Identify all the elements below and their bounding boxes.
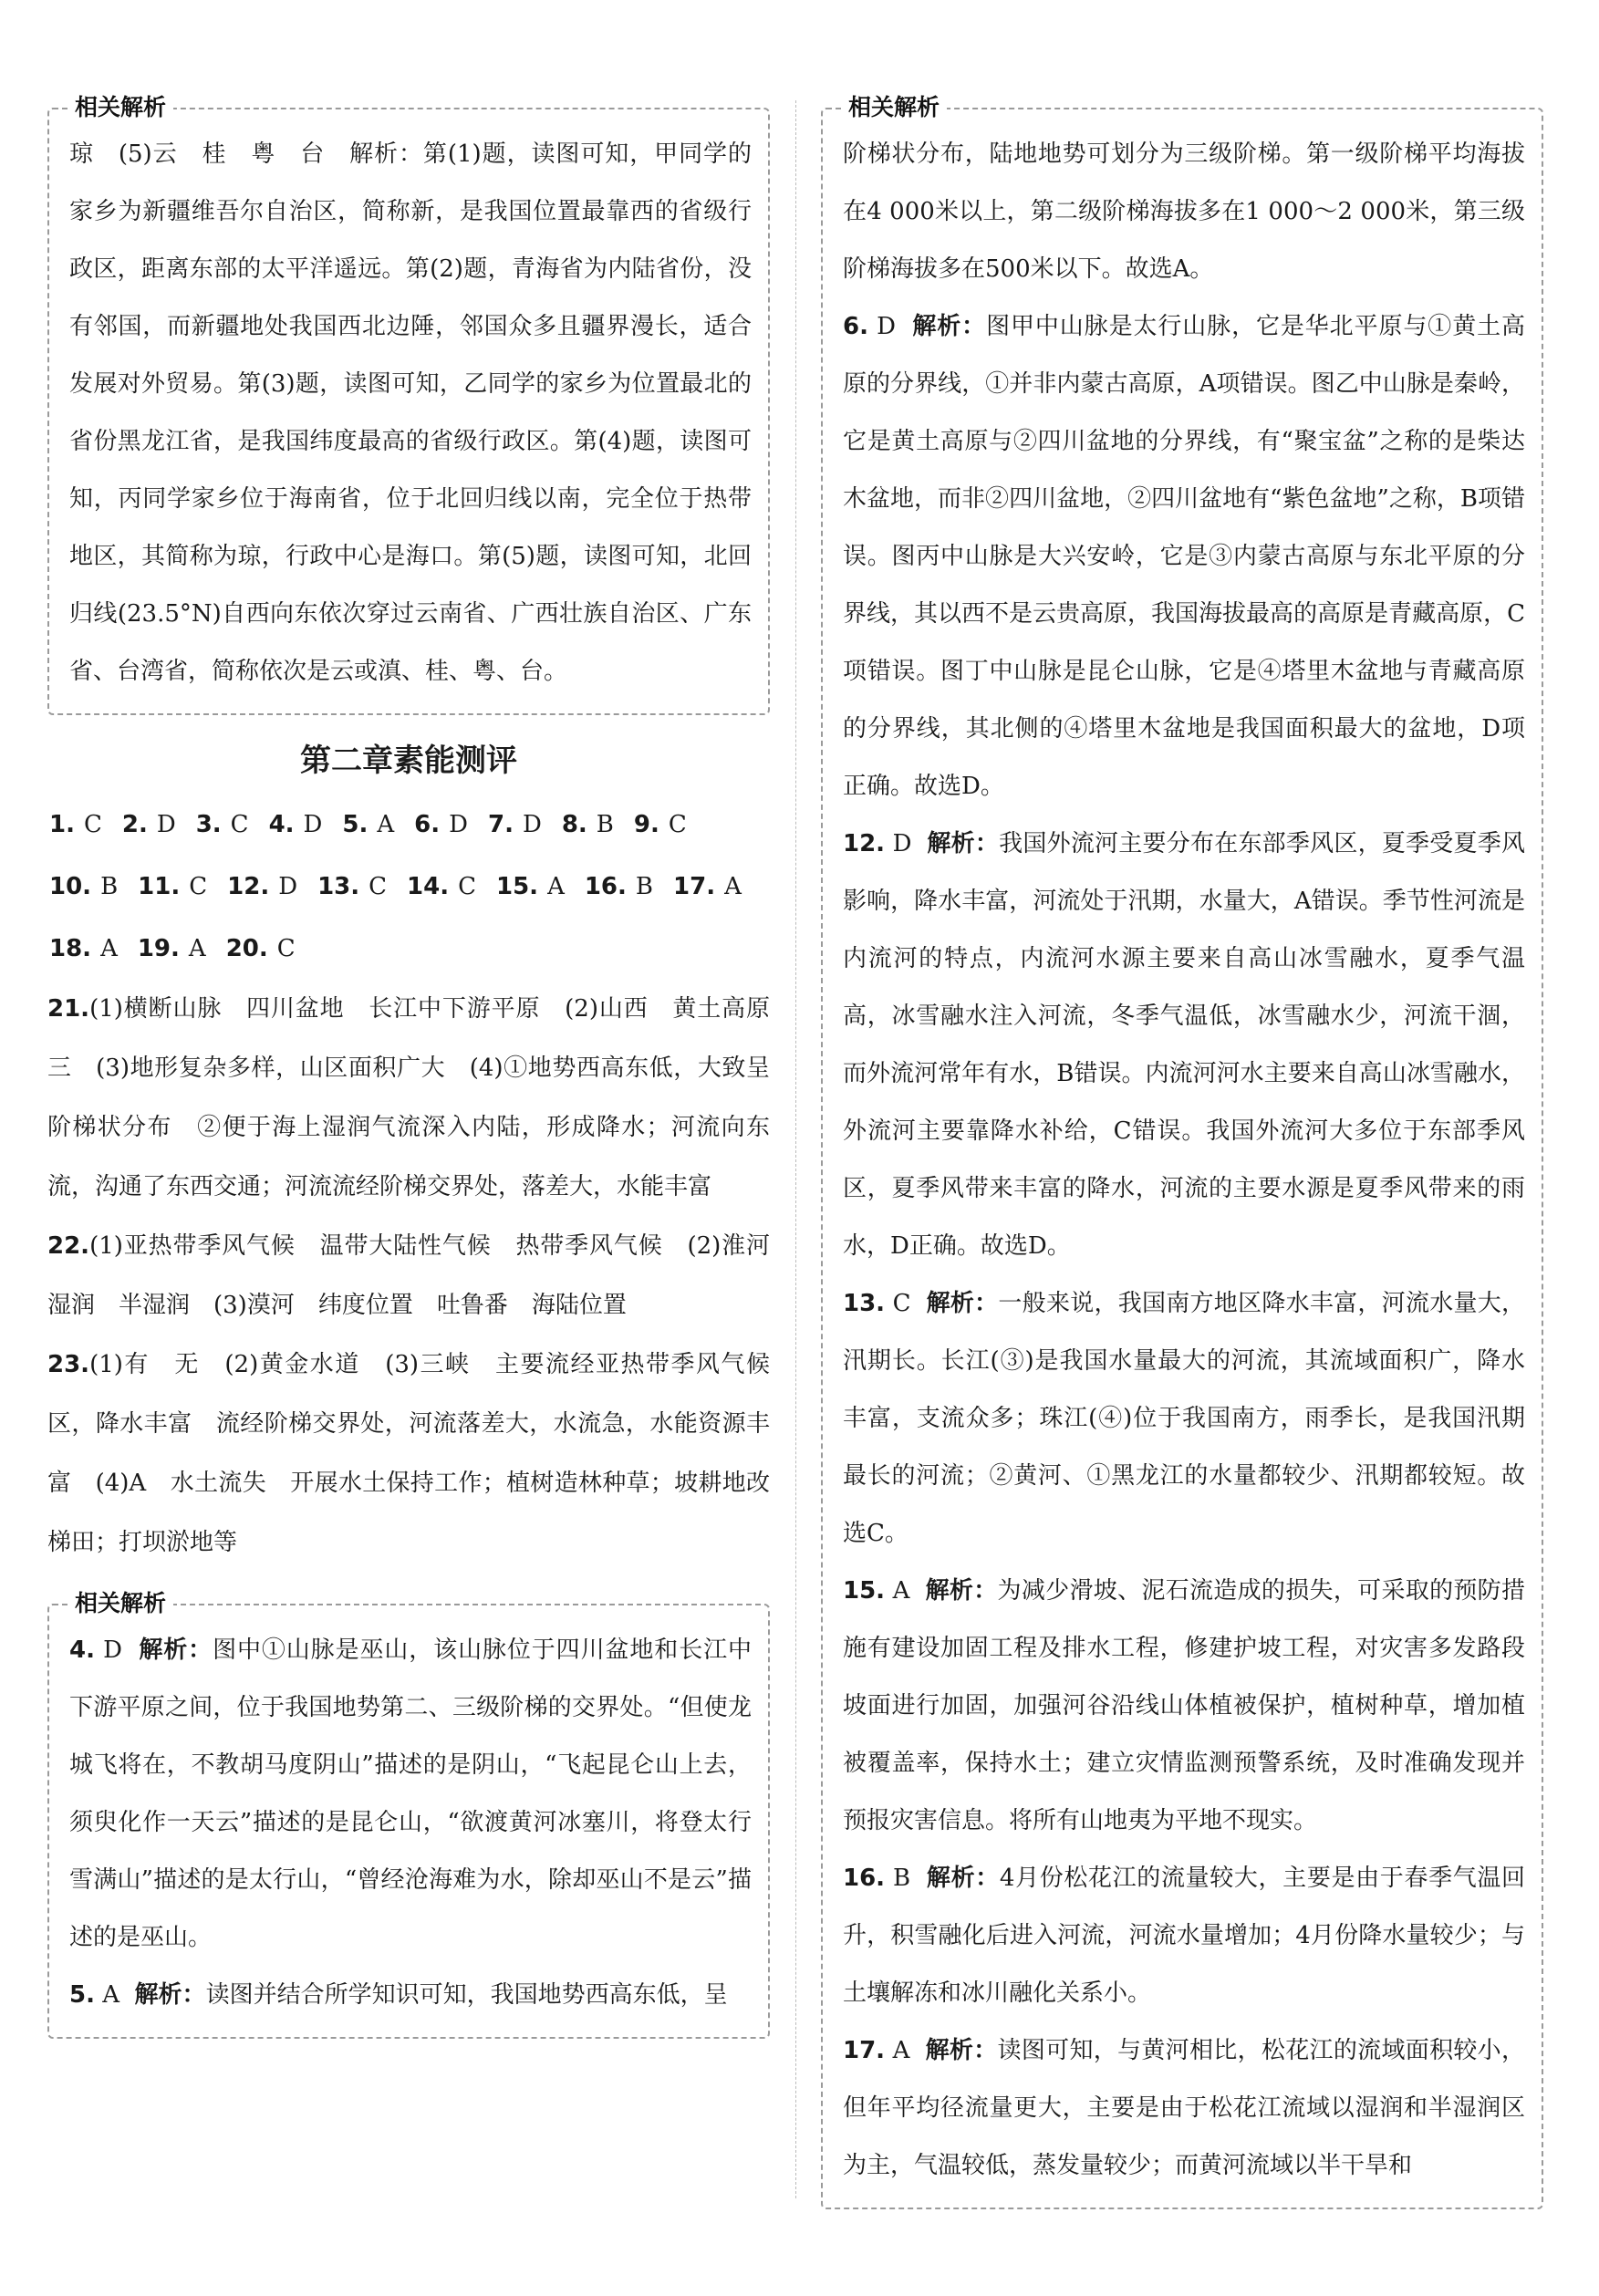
- question-number: 1.: [49, 811, 75, 838]
- analysis-tag: 解析：: [925, 2037, 998, 2064]
- analysis-box-2: [47, 1590, 770, 2039]
- right-column: [821, 94, 1543, 2209]
- answer-key-item: [496, 856, 565, 918]
- answer-key-item: [227, 856, 297, 918]
- analysis-text: 琼 (5)云 桂 粤 台 解析：第(1)题，读图可知，甲同学的家乡为新疆维吾尔自治区，简称新，是我国位置最靠西的省级行政区，距离东部的太平洋遥远。第(2)题，青海省为内陆省份，没有邻国，而新疆地处我国西北边陲，邻国众多且疆界漫长，适合发展对外贸易。第(3)题，读图可知，乙同学的家乡为位置最北的省份黑龙江省，是我国纬度最高的省级行政区。第(4)题，读图可知，丙同学家乡位于海南省，位于北回归线以南，完全位于热带地区，其简称为琼，行政中心是海口。第(5)题，读图可知，北回归线(23.5°N)自西向东依次穿过云南省、广西壮族自治区、广东省、台湾省，简称依次是云或滇、桂、粤、台。: [69, 140, 752, 685]
- left-column: [47, 94, 794, 2039]
- question-number: 11.: [138, 873, 181, 900]
- answer-letter: A: [102, 1981, 120, 2009]
- answer-letter: A: [892, 2037, 910, 2064]
- answer-key-item: [49, 856, 118, 918]
- analysis-item-5: [69, 1967, 752, 2024]
- answer-letter: D: [156, 811, 176, 838]
- answer-key-item: [49, 918, 118, 980]
- question-number: 7.: [487, 811, 514, 838]
- question-number: 15.: [496, 873, 539, 900]
- answer-key-item: [138, 918, 206, 980]
- answer-key-item: [488, 794, 542, 856]
- answer-key-item: [49, 794, 102, 856]
- answer-key-item: [269, 794, 323, 856]
- question-number: 9.: [633, 811, 659, 838]
- analysis-text: 4月份松花江的流量较大，主要是由于春季气温回升，积雪融化后进入河流，河流水量增加；4月份降水量较少；与土壤解冻和冰川融化关系小。: [843, 1865, 1526, 2007]
- question-number: 17.: [843, 2037, 886, 2064]
- question-number: 5.: [69, 1981, 95, 2009]
- analysis-tag: 解析：: [139, 1636, 213, 1664]
- question-number: 17.: [673, 873, 716, 900]
- question-number: 23.: [47, 1351, 90, 1378]
- answer-letter: A: [892, 1577, 910, 1605]
- analysis-text: 我国外流河主要分布在东部季风区，夏季受夏季风影响，降水丰富，河流处于汛期，水量大，A错误。季节性河流是内流河的特点，内流河水源主要来自高山冰雪融水，夏季气温高，冰雪融水注入河流，冬季气温低，冰雪融水少，河流干涸，而外流河常年有水，B错误。内流河河水主要来自高山冰雪融水，外流河主要靠降水补给，C错误。我国外流河大多位于东部季风区，夏季风带来丰富的降水，河流的主要水源是夏季风带来的雨水，D正确。故选D。: [843, 830, 1525, 1260]
- analysis-item-15: [843, 1563, 1525, 1850]
- answer-letter: C: [189, 873, 208, 900]
- answer-key-item: [407, 856, 476, 918]
- question-number: 16.: [843, 1865, 886, 1892]
- analysis-tag: 解析：: [926, 1290, 999, 1317]
- analysis-text: 读图可知，与黄河相比，松花江的流域面积较小，但年平均径流量更大，主要是由于松花江流域以湿润和半湿润区为主，气温较低，蒸发量较少；而黄河流域以半干旱和: [843, 2037, 1525, 2179]
- answer-22: [47, 1217, 794, 1335]
- answer-letter: A: [188, 935, 206, 962]
- analysis-item-4: [69, 1622, 752, 1967]
- analysis-lead: 阶梯状分布，陆地地势可划分为三级阶梯。第一级阶梯平均海拔在4 000米以上，第二级阶梯海拔多在1 000～2 000米，第三级阶梯海拔多在500米以下。故选A。: [843, 140, 1525, 283]
- question-number: 8.: [561, 811, 587, 838]
- answer-key-item: [138, 856, 207, 918]
- answer-letter: D: [303, 811, 323, 838]
- question-number: 13.: [317, 873, 360, 900]
- question-number: 3.: [195, 811, 222, 838]
- answer-letter: D: [449, 811, 468, 838]
- analysis-text: 为减少滑坡、泥石流造成的损失，可采取的预防措施有建设加固工程及排水工程，修建护坡工程，对灾害多发路段坡面进行加固，加强河谷沿线山体植被保护，植树种草，增加植被覆盖率，保持水土；建立灾情监测预警系统，及时准确发现并预报灾害信息。将所有山地夷为平地不现实。: [843, 1577, 1525, 1834]
- answer-letter: C: [458, 873, 476, 900]
- question-number: 13.: [843, 1290, 886, 1317]
- answer-key-item: [226, 918, 296, 980]
- analysis-box-3: [821, 94, 1543, 2209]
- answer-text: (1)横断山脉 四川盆地 长江中下游平原 (2)山西 黄土高原 三 (3)地形复杂多样，山区面积广大 (4)①地势西高东低，大致呈阶梯状分布 ②便于海上湿润气流深入内陆，形成降水；河流向东流，沟通了东西交通；河流流经阶梯交界处，落差大，水能丰富: [47, 995, 794, 1200]
- answer-letter: D: [522, 811, 542, 838]
- answer-letter: D: [278, 873, 298, 900]
- answer-letter: A: [724, 873, 742, 900]
- analysis-item-13: [843, 1275, 1525, 1563]
- answer-key-item: [585, 856, 653, 918]
- question-number: 16.: [584, 873, 627, 900]
- question-number: 22.: [47, 1232, 90, 1260]
- analysis-tag: 解析：: [925, 1577, 998, 1605]
- analysis-box-1: [47, 94, 770, 715]
- answer-key-item: [634, 794, 687, 856]
- analysis-text: 图甲中山脉是太行山脉，它是华北平原与①黄土高原的分界线，①并非内蒙古高原，A项错误。图乙中山脉是秦岭，它是黄土高原与②四川盆地的分界线，有“聚宝盆”之称的是柴达木盆地，而非②四川盆地，②四川盆地有“紫色盆地”之称，B项错误。图丙中山脉是大兴安岭，它是③内蒙古高原与东北平原的分界线，其以西不是云贵高原，我国海拔最高的高原是青藏高原，C项错误。图丁中山脉是昆仑山脉，它是④塔里木盆地与青藏高原的分界线，其北侧的④塔里木盆地是我国面积最大的盆地，D项正确。故选D。: [843, 313, 1525, 800]
- analysis-text: 图中①山脉是巫山，该山脉位于四川盆地和长江中下游平原之间，位于我国地势第二、三级阶梯的交界处。“但使龙城飞将在，不教胡马度阴山”描述的是阴山，“飞起昆仑山上去，须臾化作一天云”描述的是昆仑山，“欲渡黄河冰塞川，将登太行雪满山”描述的是太行山，“曾经沧海难为水，除却巫山不是云”描述的是巫山。: [69, 1636, 752, 1951]
- analysis-tag: 解析：: [134, 1981, 206, 2009]
- long-answers: [47, 980, 794, 1573]
- answer-letter: C: [276, 935, 296, 962]
- answer-key-item: [122, 794, 176, 856]
- box-title: 相关解析: [67, 89, 173, 126]
- answer-key-item: [562, 794, 614, 856]
- analysis-text: 读图并结合所学知识可知，我国地势西高东低，呈: [205, 1981, 728, 2009]
- analysis-item-16: [843, 1850, 1525, 2022]
- analysis-text: 一般来说，我国南方地区降水丰富，河流水量大，汛期长。长江(③)是我国水量最大的河流，其流域面积广，降水丰富，支流众多；珠江(④)位于我国南方，雨季长，是我国汛期最长的河流；②黄河、①黑龙江的水量都较少、汛期都较短。故选C。: [843, 1290, 1526, 1547]
- answer-letter: B: [100, 873, 119, 900]
- answer-key-item: [414, 794, 468, 856]
- answer-key: [47, 794, 770, 980]
- analysis-tag: 解析：: [926, 1865, 1000, 1892]
- answer-letter: B: [892, 1865, 911, 1892]
- chapter-title: 第二章素能测评: [300, 743, 517, 779]
- question-number: 15.: [843, 1577, 886, 1605]
- analysis-item-12: [843, 816, 1525, 1275]
- answer-key-item: [673, 856, 742, 918]
- answer-letter: C: [83, 811, 102, 838]
- column-divider: [795, 100, 796, 2198]
- box-title: 相关解析: [841, 89, 947, 126]
- question-number: 20.: [225, 935, 268, 962]
- question-number: 19.: [137, 935, 180, 962]
- answer-letter: C: [230, 811, 249, 838]
- answer-text: (1)有 无 (2)黄金水道 (3)三峡 主要流经亚热带季风气候区，降水丰富 流经阶梯交界处，河流落差大，水流急，水能资源丰富 (4)A 水土流失 开展水土保持工作；植树造林种草；坡耕地改梯田；打坝淤地等: [47, 1351, 770, 1556]
- answer-letter: B: [596, 811, 614, 838]
- question-number: 4.: [69, 1636, 95, 1664]
- question-number: 12.: [843, 830, 886, 857]
- question-number: 21.: [47, 995, 90, 1023]
- question-number: 18.: [49, 935, 92, 962]
- answer-letter: D: [892, 830, 912, 857]
- answer-letter: C: [892, 1290, 911, 1317]
- answer-letter: A: [100, 935, 118, 962]
- analysis-item-17: [843, 2022, 1525, 2195]
- answer-letter: C: [668, 811, 687, 838]
- answer-21: [47, 980, 794, 1217]
- analysis-tag: 解析：: [927, 830, 1000, 857]
- question-number: 4.: [268, 811, 295, 838]
- answer-letter: D: [103, 1636, 122, 1664]
- answer-letter: A: [547, 873, 565, 900]
- analysis-item-6: [843, 298, 1525, 816]
- question-number: 10.: [49, 873, 92, 900]
- answer-letter: D: [877, 313, 896, 340]
- question-number: 12.: [227, 873, 270, 900]
- answer-letter: C: [369, 873, 388, 900]
- analysis-tag: 解析：: [912, 313, 987, 340]
- question-number: 2.: [121, 811, 148, 838]
- answer-key-item: [196, 794, 249, 856]
- answer-23: [47, 1335, 770, 1573]
- answer-letter: A: [377, 811, 395, 838]
- question-number: 6.: [414, 811, 441, 838]
- question-number: 6.: [843, 313, 868, 340]
- box-title: 相关解析: [67, 1585, 173, 1622]
- answer-text: (1)亚热带季风气候 温带大陆性气候 热带季风气候 (2)淮河 湿润 半湿润 (3)漠河 纬度位置 吐鲁番 海陆位置: [47, 1232, 794, 1319]
- answer-key-item: [317, 856, 387, 918]
- question-number: 14.: [407, 873, 450, 900]
- question-number: 5.: [342, 811, 369, 838]
- answer-letter: B: [635, 873, 654, 900]
- answer-key-item: [342, 794, 394, 856]
